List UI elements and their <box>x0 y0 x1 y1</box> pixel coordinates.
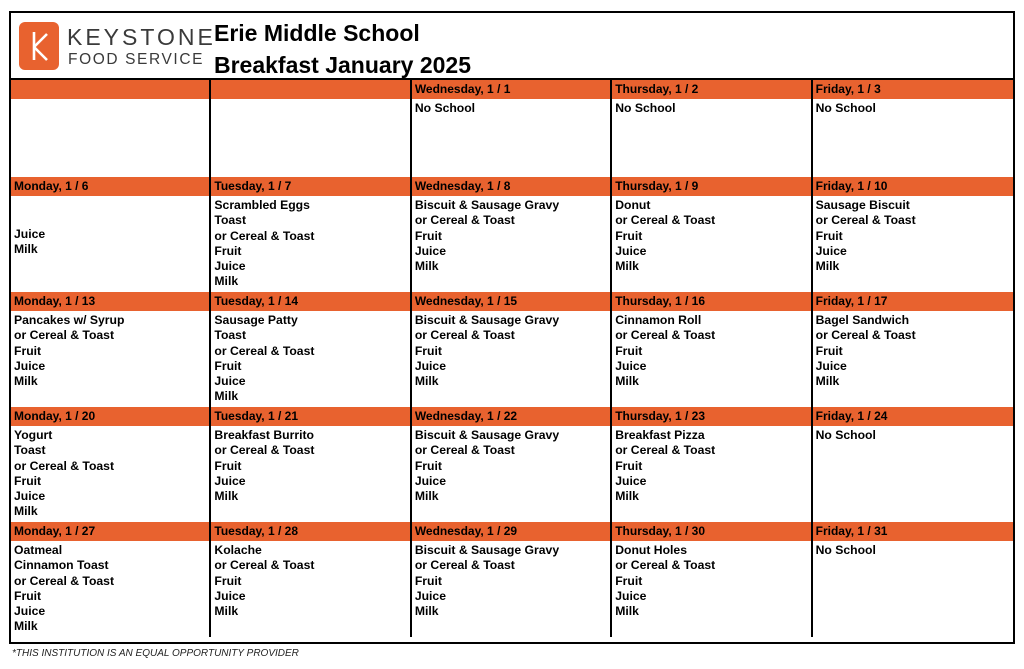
menu-item: Fruit <box>815 343 843 358</box>
day-label: Thursday, 1 / 2 <box>612 80 810 99</box>
menu-item: or Cereal & Toast <box>14 573 115 588</box>
menu-item: Fruit <box>14 343 42 358</box>
day-cell <box>11 522 211 637</box>
menu-item: Milk <box>14 619 38 634</box>
menu-item: No School <box>815 428 876 442</box>
day-cell <box>11 80 211 177</box>
menu-item: Milk <box>815 259 840 274</box>
menu-item: or Cereal & Toast <box>14 458 115 473</box>
menu-item: Juice <box>214 588 246 603</box>
menu-item: or Cereal & Toast <box>214 443 315 458</box>
menu-item: Juice <box>815 243 847 258</box>
menu-item: Fruit <box>615 343 643 358</box>
menu-item: Sausage Biscuit <box>815 198 910 212</box>
day-cell <box>211 407 411 522</box>
menu-item: or Cereal & Toast <box>815 328 916 343</box>
day-label: Friday, 1 / 24 <box>813 407 1013 426</box>
menu-title: Breakfast January 2025 <box>214 52 471 78</box>
menu-item: Juice <box>815 358 847 373</box>
day-label: Thursday, 1 / 9 <box>612 177 810 196</box>
menu-item: Cinnamon Toast <box>14 558 109 573</box>
day-label: Tuesday, 1 / 14 <box>211 292 409 311</box>
day-menu <box>813 99 1013 177</box>
menu-item: Milk <box>414 259 439 274</box>
day-menu <box>412 311 610 407</box>
menu-item: Juice <box>414 588 446 603</box>
menu-item: Biscuit & Sausage Gravy <box>414 313 560 327</box>
day-label: Monday, 1 / 20 <box>11 407 209 426</box>
menu-item: Fruit <box>414 458 442 473</box>
menu-item: Juice <box>14 358 46 373</box>
day-menu <box>412 99 610 177</box>
brand-name: KEYSTONE <box>67 24 216 50</box>
footer-note: *THIS INSTITUTION IS AN EQUAL OPPORTUNITY PROVIDER <box>12 648 299 659</box>
menu-item: Scrambled Eggs <box>214 198 310 212</box>
menu-item: Fruit <box>414 573 442 588</box>
menu-item: or Cereal & Toast <box>615 213 716 228</box>
menu-item: Kolache <box>214 543 262 557</box>
menu-item: Milk <box>214 489 239 504</box>
day-label: Wednesday, 1 / 29 <box>412 522 610 541</box>
menu-item: or Cereal & Toast <box>414 328 515 343</box>
day-cell <box>612 80 812 177</box>
menu-item: Juice <box>414 243 446 258</box>
week-row <box>11 177 1013 292</box>
menu-item: Fruit <box>815 228 843 243</box>
menu-item: Bagel Sandwich <box>815 313 910 327</box>
day-cell <box>11 177 211 292</box>
day-label: Tuesday, 1 / 28 <box>211 522 409 541</box>
menu-item: Milk <box>214 389 239 404</box>
day-label: Wednesday, 1 / 15 <box>412 292 610 311</box>
menu-item: Juice <box>214 374 246 389</box>
day-label: Friday, 1 / 3 <box>813 80 1013 99</box>
week-row <box>11 522 1013 637</box>
menu-item: Juice <box>414 358 446 373</box>
menu-item: Juice <box>14 604 46 619</box>
day-menu <box>11 99 209 177</box>
menu-item: Pancakes w/ Syrup <box>14 313 125 327</box>
menu-item: or Cereal & Toast <box>214 558 315 573</box>
menu-item: Yogurt <box>14 428 53 442</box>
menu-item: Donut <box>615 198 651 212</box>
day-menu <box>612 541 810 637</box>
menu-item: Milk <box>214 274 239 289</box>
menu-item: Fruit <box>14 473 42 488</box>
day-label: Monday, 1 / 27 <box>11 522 209 541</box>
menu-item: Fruit <box>214 358 242 373</box>
keystone-logo-icon <box>19 22 59 70</box>
day-menu <box>612 311 810 407</box>
menu-item: Milk <box>214 604 239 619</box>
day-label: Tuesday, 1 / 7 <box>211 177 409 196</box>
menu-item: No School <box>414 101 476 115</box>
menu-item: Juice <box>615 358 647 373</box>
day-menu <box>412 196 610 292</box>
menu-item: or Cereal & Toast <box>414 443 515 458</box>
menu-item: or Cereal & Toast <box>414 558 515 573</box>
day-menu <box>211 311 409 407</box>
menu-item: Biscuit & Sausage Gravy <box>414 428 560 442</box>
day-cell <box>412 522 612 637</box>
day-cell <box>211 80 411 177</box>
menu-item: Milk <box>414 489 439 504</box>
menu-item: or Cereal & Toast <box>14 328 115 343</box>
day-cell <box>612 177 812 292</box>
day-cell <box>612 522 812 637</box>
menu-item: Milk <box>14 242 38 257</box>
day-cell <box>412 80 612 177</box>
day-menu <box>412 426 610 522</box>
menu-item: Donut Holes <box>615 543 687 557</box>
menu-item: No School <box>815 543 876 557</box>
menu-item: Fruit <box>615 228 643 243</box>
menu-item: Toast <box>214 328 247 343</box>
week-row <box>11 407 1013 522</box>
day-cell <box>813 177 1013 292</box>
menu-item: Juice <box>214 259 246 274</box>
day-menu <box>211 541 409 637</box>
menu-item: Fruit <box>615 573 643 588</box>
day-menu <box>813 311 1013 407</box>
day-cell <box>813 522 1013 637</box>
menu-item: Milk <box>14 374 38 389</box>
day-label: Thursday, 1 / 23 <box>612 407 810 426</box>
menu-item: No School <box>815 101 876 115</box>
day-menu <box>211 196 409 292</box>
day-cell <box>813 407 1013 522</box>
menu-item: No School <box>615 101 676 115</box>
menu-item: Milk <box>414 374 439 389</box>
menu-item: Fruit <box>214 573 242 588</box>
day-label: Friday, 1 / 17 <box>813 292 1013 311</box>
day-cell <box>813 80 1013 177</box>
menu-item: or Cereal & Toast <box>615 558 716 573</box>
calendar-grid <box>11 80 1013 637</box>
menu-item: or Cereal & Toast <box>815 213 916 228</box>
day-cell <box>612 407 812 522</box>
menu-item: Milk <box>615 259 639 274</box>
day-label: Friday, 1 / 10 <box>813 177 1013 196</box>
menu-item: or Cereal & Toast <box>214 343 315 358</box>
day-cell <box>11 292 211 407</box>
day-label: Friday, 1 / 31 <box>813 522 1013 541</box>
menu-item: Juice <box>214 473 246 488</box>
day-label: Monday, 1 / 6 <box>11 177 209 196</box>
day-menu <box>612 99 810 177</box>
menu-item: Breakfast Pizza <box>615 428 705 442</box>
menu-sheet <box>9 11 1015 644</box>
menu-item: Fruit <box>615 458 643 473</box>
menu-item: Milk <box>414 604 439 619</box>
menu-item: Biscuit & Sausage Gravy <box>414 543 560 557</box>
day-cell <box>813 292 1013 407</box>
menu-item: Fruit <box>214 243 242 258</box>
day-cell <box>211 177 411 292</box>
menu-item: Breakfast Burrito <box>214 428 314 442</box>
menu-item: Oatmeal <box>14 543 63 557</box>
week-row <box>11 80 1013 177</box>
menu-item: or Cereal & Toast <box>615 328 716 343</box>
menu-item: Juice <box>615 473 647 488</box>
menu-item: Fruit <box>214 458 242 473</box>
school-name: Erie Middle School <box>214 20 420 46</box>
menu-item: Milk <box>14 504 38 519</box>
menu-item: Milk <box>615 489 639 504</box>
day-label <box>11 80 209 99</box>
menu-item: or Cereal & Toast <box>214 228 315 243</box>
day-menu <box>612 426 810 522</box>
menu-item: Fruit <box>414 228 442 243</box>
day-cell <box>412 407 612 522</box>
menu-item: Milk <box>615 604 639 619</box>
day-menu <box>813 541 1013 637</box>
menu-item: Toast <box>214 213 247 228</box>
week-row <box>11 292 1013 407</box>
brand-subtitle: FOOD SERVICE <box>68 51 205 68</box>
day-label: Wednesday, 1 / 1 <box>412 80 610 99</box>
day-menu <box>211 99 409 177</box>
day-menu <box>612 196 810 292</box>
day-menu <box>11 196 209 292</box>
day-cell <box>11 407 211 522</box>
day-label: Monday, 1 / 13 <box>11 292 209 311</box>
menu-item: Toast <box>14 443 46 458</box>
day-menu <box>11 541 209 637</box>
day-cell <box>211 292 411 407</box>
day-menu <box>412 541 610 637</box>
day-cell <box>211 522 411 637</box>
day-menu <box>813 426 1013 522</box>
day-label <box>211 80 409 99</box>
menu-item: Fruit <box>14 588 42 603</box>
menu-item: Juice <box>615 588 647 603</box>
menu-item: Biscuit & Sausage Gravy <box>414 198 560 212</box>
menu-item: Juice <box>14 489 46 504</box>
day-cell <box>412 292 612 407</box>
day-label: Tuesday, 1 / 21 <box>211 407 409 426</box>
menu-item: Juice <box>615 243 647 258</box>
menu-item: or Cereal & Toast <box>414 213 515 228</box>
day-label: Wednesday, 1 / 8 <box>412 177 610 196</box>
menu-item: or Cereal & Toast <box>615 443 716 458</box>
day-label: Thursday, 1 / 16 <box>612 292 810 311</box>
menu-item: Fruit <box>414 343 442 358</box>
day-label: Thursday, 1 / 30 <box>612 522 810 541</box>
header <box>11 13 1013 80</box>
menu-item: Juice <box>414 473 446 488</box>
menu-item: Milk <box>815 374 840 389</box>
day-menu <box>813 196 1013 292</box>
menu-item: Cinnamon Roll <box>615 313 702 327</box>
day-label: Wednesday, 1 / 22 <box>412 407 610 426</box>
day-menu <box>11 426 209 522</box>
day-cell <box>412 177 612 292</box>
day-cell <box>612 292 812 407</box>
menu-item: Juice <box>14 227 46 241</box>
day-menu <box>211 426 409 522</box>
day-menu <box>11 311 209 407</box>
menu-item: Milk <box>615 374 639 389</box>
menu-item: Sausage Patty <box>214 313 298 327</box>
